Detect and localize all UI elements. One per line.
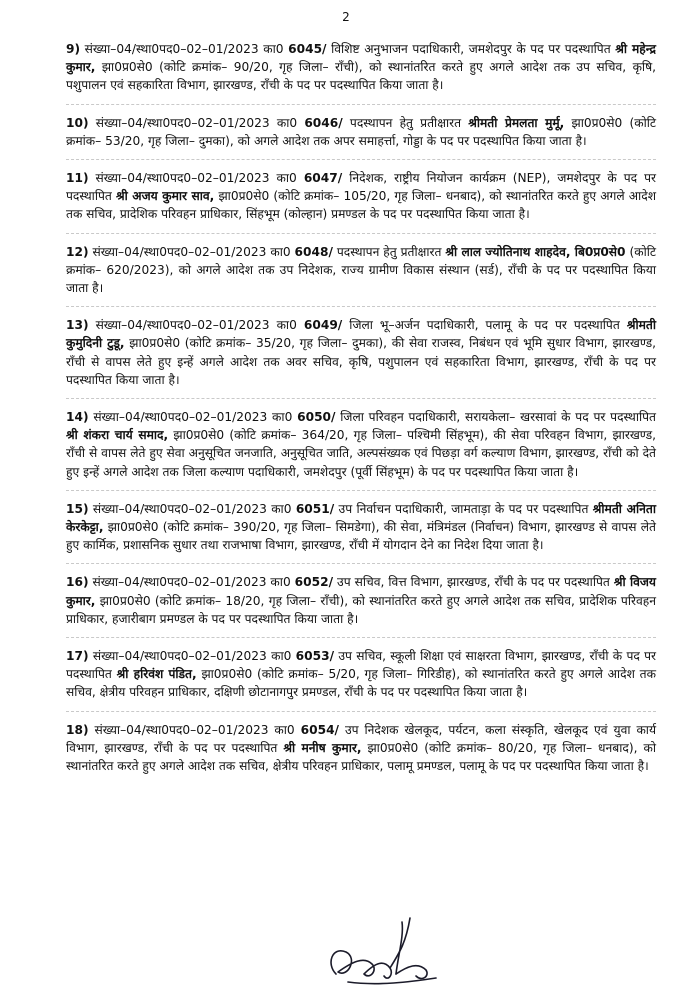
item-number: 18) (66, 722, 89, 737)
order-code: 6046/ (304, 115, 343, 130)
order-code: 6053/ (295, 649, 335, 664)
order-item-10 (66, 114, 656, 160)
order-item-18 (66, 721, 656, 785)
order-text-part2: (कोटि क्रमांक– 620/2023), को अगले आदेश तक उप निदेशक, राज्य ग्रामीण विकास संस्थान (सर्ड), राँची के पद पर पदस्थापित किया जाता है। (66, 244, 657, 296)
item-number: 10) (66, 115, 89, 130)
item-number: 15) (66, 501, 89, 516)
order-text-part2: झा0प्र0से0 (कोटि क्रमांक– 35/20, गृह जिला– दुमका), की सेवा राजस्व, निबंधन एवं भूमि सुधार विभाग, झारखण्ड, राँची से वापस लेते हुए इन्हें अगले आदेश तक अवर सचिव, कृषि, पशुपालन एवं सहकारिता विभाग, झारखण्ड, राँची के पद पर पदस्थापित किया जाता है। (66, 336, 657, 387)
officer-name: श्रीमती कुमुदिनी टुडू, (66, 318, 656, 351)
order-text-part1: पदस्थापन हेतु प्रतीक्षारत (336, 244, 442, 259)
officer-name: श्री लाल ज्योतिनाथ शाहदेव, बि0प्र0से0 (445, 244, 626, 259)
item-number: 12) (66, 244, 89, 259)
officer-name: श्रीमती प्रेमलता मुर्मू, (468, 115, 565, 130)
officer-name: श्री हरिवंश पंडित, (116, 667, 197, 682)
order-item-16 (66, 573, 656, 638)
reference-number: संख्या–04/स्था0पद0–02–01/2023 का0 (93, 410, 293, 425)
order-text-part2: झा0प्र0से0 (कोटि क्रमांक– 53/20, गृह जिला– दुमका), को अगले आदेश तक अपर समाहर्त्ता, गोड्डा के पद पर पदस्थापित किया जाता है। (66, 115, 657, 148)
order-text-part2: झा0प्र0से0 (कोटि क्रमांक– 18/20, गृह जिला– राँची), को स्थानांतरित करते हुए अगले आदेश तक सचिव, प्रादेशिक परिवहन प्राधिकार, हजारीबाग प्रमण्डल के पद पर पदस्थापित किया जाता है। (66, 593, 657, 626)
order-code: 6047/ (303, 171, 343, 186)
order-text-part1: उप सचिव, वित्त विभाग, झारखण्ड, राँची के पद पर पदस्थापित (337, 575, 610, 590)
order-text-part2: झा0प्र0से0 (कोटि क्रमांक– 5/20, गृह जिला– गिरिडीह), को स्थानांतरित करते हुए अगले आदेश तक सचिव, क्षेत्रीय परिवहन प्राधिकार, दक्षिणी छोटानागपुर प्रमण्डल, राँची के पद पर पदस्थापित किया जाता है। (66, 667, 656, 700)
order-text-part1: उप सचिव, स्कूली शिक्षा एवं साक्षरता विभाग, झारखण्ड, राँची के पद पर पदस्थापित (66, 649, 657, 682)
officer-name: श्री विजय कुमार, (66, 575, 657, 608)
order-code: 6045/ (288, 42, 327, 56)
officer-name: श्रीमती अनिता केरकेट्टा, (66, 501, 656, 535)
order-text-part1: उप निदेशक खेलकूद, पर्यटन, कला संस्कृति, खेलकूद एवं युवा कार्य विभाग, झारखण्ड, राँची के पद पर पदस्थापित (66, 722, 657, 755)
order-text-part2: झा0प्र0से0 (कोटि क्रमांक– 90/20, गृह जिला– राँची), को स्थानांतरित करते हुए अगले आदेश तक उप सचिव, कृषि, पशुपालन एवं सहकारिता विभाग, झारखण्ड, राँची के पद पर पदस्थापित किया जाता है। (66, 60, 656, 93)
officer-name: श्री मनीष कुमार, (283, 740, 362, 755)
order-text-part2: झा0प्र0से0 (कोटि क्रमांक– 364/20, गृह जिला– पश्चिमी सिंहभूम), की सेवा परिवहन विभाग, झारखण्ड, राँची से वापस लेते हुए सेवा अनुसूचित जनजाति, अनुसूचित जाति, अल्पसंख्यक एवं पिछड़ा वर्ग कल्याण विभाग, झारखण्ड, राँची को देते हुए इन्हें अगले आदेश तक जिला कल्याण पदाधिकारी, जमशेदपुर (पूर्वी सिंहभूम) के पद पर पदस्थापित किया जाता है। (66, 428, 656, 479)
order-text-part1: जिला भू–अर्जन पदाधिकारी, पलामू के पद पर पदस्थापित (349, 318, 620, 333)
order-item-17 (66, 647, 656, 712)
reference-number: संख्या–04/स्था0पद0–02–01/2023 का0 (95, 171, 297, 186)
order-item-13 (66, 316, 656, 399)
order-text-part2: झा0प्र0से0 (कोटि क्रमांक– 80/20, गृह जिला– धनबाद), को स्थानांतरित करते हुए अगले आदेश तक सचिव, क्षेत्रीय परिवहन प्राधिकार, पलामू प्रमण्डल, पलामू के पद पर पदस्थापित किया जाता है। (66, 740, 656, 774)
order-text-part1: विशिष्ट अनुभाजन पदाधिकारी, जमशेदपुर के पद पर पदस्थापित (331, 42, 611, 56)
order-text-part1: पदस्थापन हेतु प्रतीक्षारत (349, 115, 462, 130)
reference-number: संख्या–04/स्था0पद0–02–01/2023 का0 (92, 501, 292, 516)
reference-number: संख्या–04/स्था0पद0–02–01/2023 का0 (92, 575, 291, 590)
officer-name: श्री महेन्द्र कुमार, (66, 42, 657, 75)
order-item-14 (66, 408, 656, 491)
order-code: 6051/ (295, 501, 335, 516)
order-text-part1: जिला परिवहन पदाधिकारी, सरायकेला– खरसावां के पद पर पदस्थापित (340, 410, 657, 425)
reference-number: संख्या–04/स्था0पद0–02–01/2023 का0 (92, 244, 291, 259)
order-text-part1: उप निर्वाचन पदाधिकारी, जामताड़ा के पद पर पदस्थापित (338, 501, 589, 516)
order-code: 6052/ (294, 575, 334, 590)
order-item-9 (66, 40, 656, 105)
officer-name: श्री शंकरा चार्य समाद, (66, 428, 169, 443)
order-code: 6048/ (294, 244, 333, 259)
signature-mark (318, 912, 448, 990)
item-number: 14) (66, 410, 89, 425)
reference-number: संख्या–04/स्था0पद0–02–01/2023 का0 (95, 318, 297, 333)
order-code: 6049/ (303, 318, 343, 333)
item-number: 16) (66, 575, 89, 590)
order-text-part2: झा0प्र0से0 (कोटि क्रमांक– 390/20, गृह जिला– सिमडेगा), की सेवा, मंत्रिमंडल (निर्वाचन) विभाग, झारखण्ड से वापस लेते हुए कार्मिक, प्रशासनिक सुधार तथा राजभाषा विभाग, झारखण्ड, राँची में योगदान देने का निदेश दिया जाता है। (66, 520, 657, 553)
order-text-part1: निदेशक, राष्ट्रीय नियोजन कार्यक्रम (NEP), जमशेदपुर के पद पर पदस्थापित (66, 171, 657, 204)
officer-name: श्री अजय कुमार साव, (116, 189, 215, 204)
transfer-order-list (66, 40, 656, 793)
page-number: 2 (342, 10, 350, 24)
item-number: 9) (66, 42, 81, 56)
order-code: 6050/ (297, 410, 336, 425)
reference-number: संख्या–04/स्था0पद0–02–01/2023 का0 (95, 115, 298, 130)
reference-number: संख्या–04/स्था0पद0–02–01/2023 का0 (84, 42, 284, 56)
order-code: 6054/ (300, 722, 339, 737)
reference-number: संख्या–04/स्था0पद0–02–01/2023 का0 (92, 649, 292, 664)
order-item-11 (66, 169, 656, 234)
reference-number: संख्या–04/स्था0पद0–02–01/2023 का0 (94, 722, 295, 737)
item-number: 13) (66, 318, 89, 333)
item-number: 11) (66, 171, 89, 186)
item-number: 17) (66, 649, 89, 664)
order-item-12 (66, 243, 656, 308)
order-text-part2: झा0प्र0से0 (कोटि क्रमांक– 105/20, गृह जिला– धनबाद), को स्थानांतरित करते हुए अगले आदेश तक सचिव, प्रादेशिक परिवहन प्राधिकार, सिंहभूम (कोल्हान) प्रमण्डल के पद पर पदस्थापित किया जाता है। (66, 189, 657, 222)
order-item-15 (66, 500, 656, 565)
